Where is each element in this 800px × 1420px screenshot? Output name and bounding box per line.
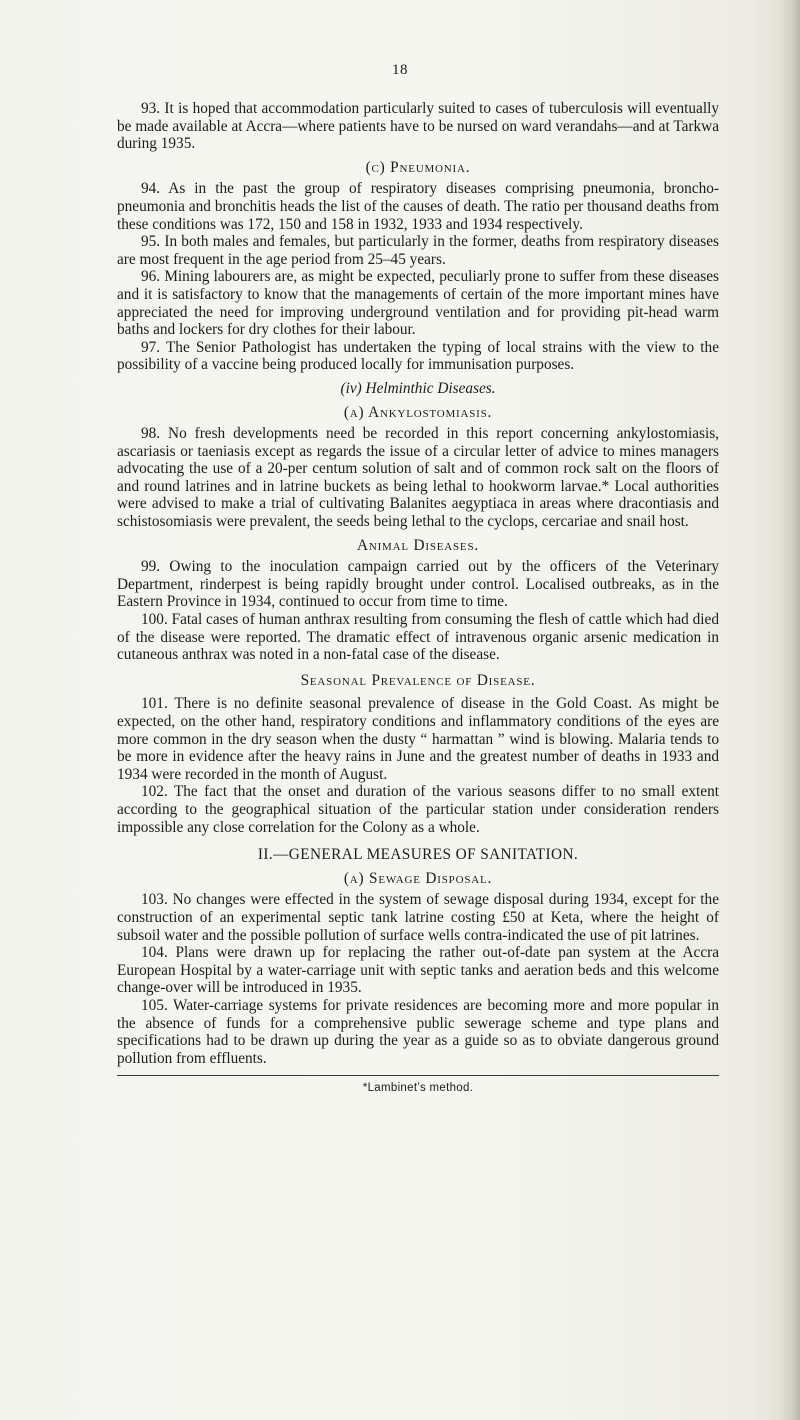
section-heading: (c) Pneumonia. xyxy=(365,158,471,176)
section-heading: (a) Ankylostomiasis. xyxy=(343,403,493,421)
paragraph: 94. As in the past the group of respiratory diseases comprising pneumonia, broncho-pneumonia and bronchitis heads the list of the causes of death. The ratio per thousand deaths from these conditions was 172, 150 and 158 in 1932, 1933 and 1934 respectively. xyxy=(117,180,719,233)
paragraph: 93. It is hoped that accommodation particularly suited to cases of tuberculosis will eventually be made available at Accra—where patients have to be nursed on ward verandahs—and at Tarkwa during 1935. xyxy=(117,100,719,153)
section-heading: Animal Diseases. xyxy=(357,536,479,554)
paragraph: 104. Plans were drawn up for replacing the rather out-of-date pan system at the Accra European Hospital by a water-carriage unit with septic tanks and aeration beds and this welcome change-over will be introduced in 1935. xyxy=(117,944,719,997)
paragraph: 95. In both males and females, but particularly in the former, deaths from respiratory diseases are most frequent in the age period from 25–45 years. xyxy=(117,233,719,268)
section-heading: (a) Sewage Disposal. xyxy=(343,869,493,887)
page-edge-shadow xyxy=(778,0,800,1420)
paragraph: 99. Owing to the inoculation campaign carried out by the officers of the Veterinary Department, rinderpest is being rapidly brought under control. Localised outbreaks, as in the Eastern Province in 1934, continued to occur from time to time. xyxy=(117,558,719,611)
paragraph: 101. There is no definite seasonal prevalence of disease in the Gold Coast. As might be expected, on the other hand, respiratory conditions and inflammatory conditions of the eyes are more common in the dry season when the dusty “ harmattan ” wind is blowing. Malaria tends to be more in evidence after the heavy rains in June and the greatest number of deaths in 1933 and 1934 were recorded in the month of August. xyxy=(117,695,719,783)
paragraph: 103. No changes were effected in the system of sewage disposal during 1934, except for the construction of an experimental septic tank latrine costing £50 at Keta, where the height of subsoil water and the possible pollution of surface wells contra-indicated the use of pit latrines. xyxy=(117,891,719,944)
footnote: *Lambinet’s method. xyxy=(362,1082,474,1095)
section-heading: Seasonal Prevalence of Disease. xyxy=(300,671,536,689)
subsection-heading: (iv) Helminthic Diseases. xyxy=(340,379,496,397)
footnote-divider xyxy=(117,1075,719,1076)
document-body xyxy=(117,100,719,1098)
paragraph: 97. The Senior Pathologist has undertaken the typing of local strains with the view to the possibility of a vaccine being produced locally for immunisation purposes. xyxy=(117,338,719,374)
paragraph: 102. The fact that the onset and duration of the various seasons differ to no small extent according to the geographical situation of the particular station under consideration renders impossible any close correlation for the Colony as a whole. xyxy=(117,783,719,836)
paragraph: 98. No fresh developments need be recorded in this report concerning ankylostomiasis, ascariasis or taeniasis except as regards the issue of a circular letter of advice to mines managers advocating the use of a 20-per centum solution of salt and of common rock salt on the floors of and round latrines and in latrine buckets as being lethal to hookworm larvae.* Local authorities were advised to make a trial of cultivating Balanites aegyptiaca in areas where dracontiasis and schistosomiasis were prevalent, the seeds being lethal to the cyclops, cercariae and snail host. xyxy=(117,425,719,531)
page-number: 18 xyxy=(392,62,408,78)
major-heading: II.—GENERAL MEASURES OF SANITATION. xyxy=(257,846,579,864)
paragraph: 100. Fatal cases of human anthrax resulting from consuming the flesh of cattle which had died of the disease were reported. The dramatic effect of intravenous organic arsenic medication in cutaneous anthrax was noted in a non-fatal case of the disease. xyxy=(117,611,719,664)
paragraph: 96. Mining labourers are, as might be expected, peculiarly prone to suffer from these diseases and it is satisfactory to know that the managements of certain of the more important mines have appreciated the need for improving underground ventilation and for providing pit-head warm baths and lockers for dry clothes for their labour. xyxy=(117,268,719,339)
paragraph: 105. Water-carriage systems for private residences are becoming more and more popular in the absence of funds for a comprehensive public sewerage scheme and type plans and specifications had to be drawn up during the year as a guide so as to obviate dangerous ground pollution from effluents. xyxy=(117,996,719,1067)
